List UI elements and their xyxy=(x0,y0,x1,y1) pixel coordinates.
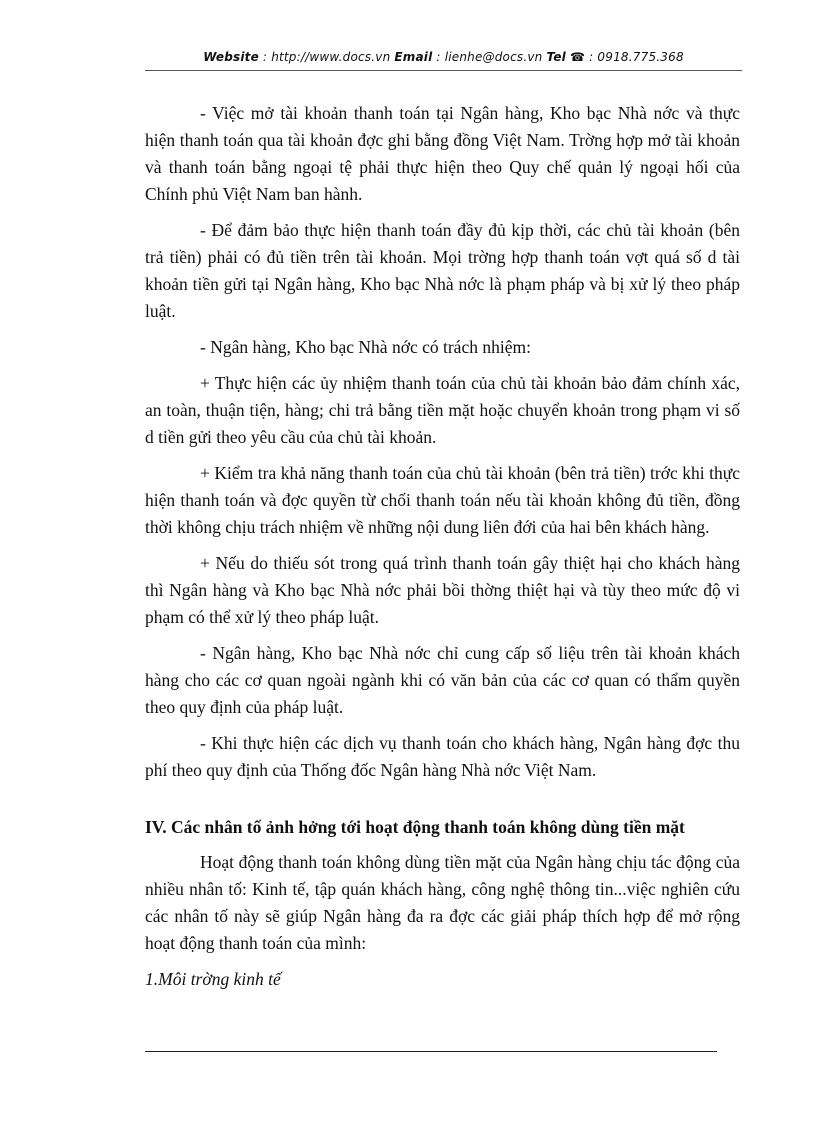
paragraph-7: - Ngân hàng, Kho bạc Nhà nớc chỉ cung cấp số liệu trên tài khoản khách hàng cho các cơ quan ngoài ngành khi có văn bản của các cơ quan có thẩm quyền theo quy định của pháp luật. xyxy=(145,643,740,717)
tel-label: Tel xyxy=(546,50,566,64)
email-value: : lienhe@docs.vn xyxy=(432,50,547,64)
paragraph-1: - Việc mở tài khoản thanh toán tại Ngân hàng, Kho bạc Nhà nớc và thực hiện thanh toán qua tài khoản đợc ghi bằng đồng Việt Nam. Trờng hợp mở tài khoản và thanh toán bằng ngoại tệ phải thực hiện theo Quy chế quản lý ngoại hối của Chính phủ Việt Nam ban hành. xyxy=(145,103,740,204)
website-value: : http://www.docs.vn xyxy=(258,50,395,64)
header-divider xyxy=(145,70,742,71)
website-label: Website xyxy=(203,50,259,64)
paragraph-3: - Ngân hàng, Kho bạc Nhà nớc có trách nhiệm: xyxy=(200,337,531,357)
paragraph-4: + Thực hiện các ủy nhiệm thanh toán của chủ tài khoản bảo đảm chính xác, an toàn, thuận tiện, hàng; chi trả bằng tiền mặt hoặc chuyển khoản trong phạm vi số d tiền gửi theo yêu cầu của chủ tài khoản. xyxy=(145,373,740,447)
section-paragraph: Hoạt động thanh toán không dùng tiền mặt của Ngân hàng chịu tác động của nhiều nhân tố: Kinh tế, tập quán khách hàng, công nghệ thông tin...việc nghiên cứu các nhân tố này sẽ giúp Ngân hàng đa ra đợc các giải pháp thích hợp để mở rộng hoạt động thanh toán của mình: xyxy=(145,852,740,953)
footer-divider xyxy=(145,1051,717,1052)
paragraph-5: + Kiểm tra khả năng thanh toán của chủ tài khoản (bên trả tiền) trớc khi thực hiện thanh toán và đợc quyền từ chối thanh toán nếu tài khoản không đủ tiền, đồng thời không chịu trách nhiệm về những nội dung liên đới của hai bên khách hàng. xyxy=(145,463,740,537)
paragraph-2: - Để đảm bảo thực hiện thanh toán đầy đủ kịp thời, các chủ tài khoản (bên trả tiền) phải có đủ tiền trên tài khoản. Mọi trờng hợp thanh toán vợt quá số d tài khoản tiền gửi tại Ngân hàng, Kho bạc Nhà nớc là phạm pháp và bị xử lý theo pháp luật. xyxy=(145,220,740,321)
page-header xyxy=(145,50,742,64)
document-body xyxy=(145,100,740,993)
section-heading: IV. Các nhân tố ảnh hởng tới hoạt động thanh toán không dùng tiền mặt xyxy=(145,817,685,837)
paragraph-8: - Khi thực hiện các dịch vụ thanh toán cho khách hàng, Ngân hàng đợc thu phí theo quy định của Thống đốc Ngân hàng Nhà nớc Việt Nam. xyxy=(145,733,740,780)
subsection-heading: 1.Môi trờng kinh tế xyxy=(145,969,281,989)
paragraph-6: + Nếu do thiếu sót trong quá trình thanh toán gây thiệt hại cho khách hàng thì Ngân hàng và Kho bạc Nhà nớc phải bồi thờng thiệt hại và tùy theo mức độ vi phạm có thể xử lý theo pháp luật. xyxy=(145,553,740,627)
phone-icon: ☎ xyxy=(570,50,586,64)
tel-value: : 0918.775.368 xyxy=(585,50,684,64)
email-label: Email xyxy=(394,50,433,64)
